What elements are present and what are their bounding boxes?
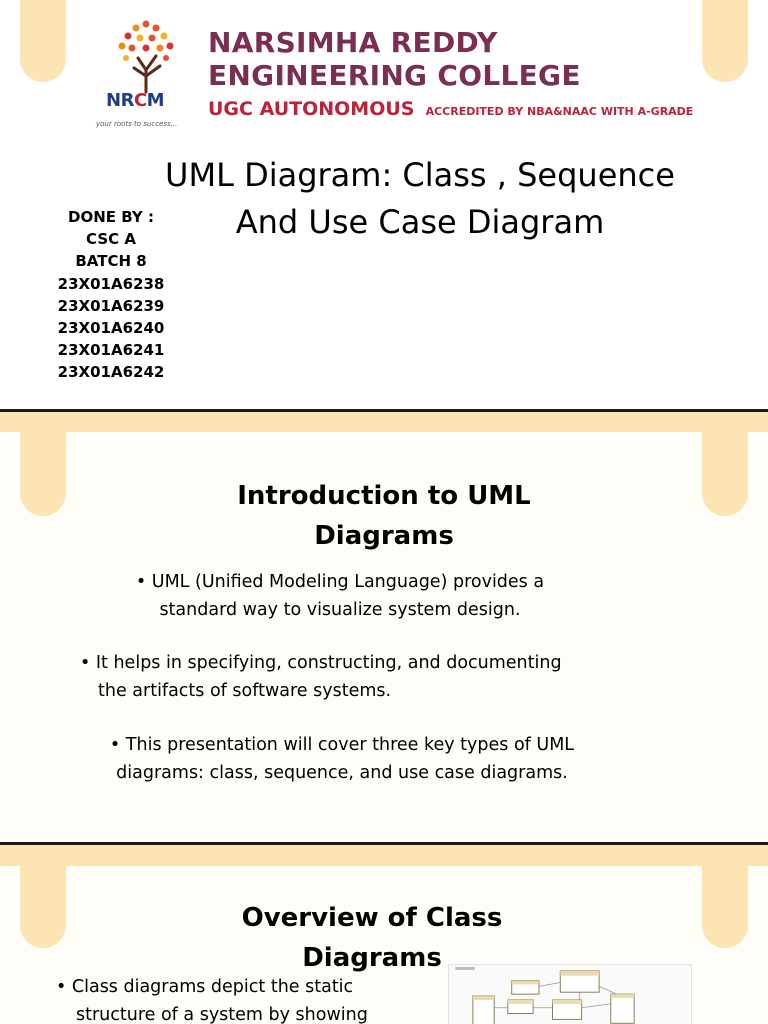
intro-slide [0, 432, 768, 842]
class-diagram-thumbnail [448, 964, 692, 1024]
accreditation-line [208, 98, 693, 120]
title-slide [0, 0, 768, 410]
bullet-point: • UML (Unified Modeling Language) provides a standard way to visualize system design. [135, 572, 545, 620]
nrcm-logo-text: NRCM [106, 90, 165, 111]
decorative-tab-right [702, 0, 748, 82]
slide-gap-band [0, 412, 768, 432]
college-name: NARSIMHA REDDY ENGINEERING COLLEGE [208, 26, 581, 92]
slide-gap-band [0, 845, 768, 866]
slide-title: Introduction to UML Diagrams [237, 481, 531, 551]
class-diagram-slide [0, 866, 768, 1024]
decorative-tab-left [20, 866, 66, 948]
college-header [92, 8, 694, 132]
slide-title: Overview of Class Diagrams [241, 903, 503, 973]
presentation-title: UML Diagram: Class , Sequence And Use Case Diagram [165, 156, 675, 241]
bullet-point: • This presentation will cover three key types of UML diagrams: class, sequence, and use case diagrams. [109, 735, 575, 783]
accreditation-label: ACCREDITED BY NBA&NAAC WITH A-GRADE [425, 105, 694, 118]
decorative-tab-right [702, 866, 748, 948]
decorative-tab-right [702, 432, 748, 516]
decorative-tab-left [20, 432, 66, 516]
team-credits: DONE BY : CSC A BATCH 8 23X01A6238 23X01A6239 23X01A6240 23X01A6241 23X01A6242 [57, 208, 165, 382]
ugc-autonomous-label: UGC AUTONOMOUS [208, 98, 415, 120]
bullet-point: • It helps in specifying, constructing, and documenting the artifacts of software systems. [80, 653, 562, 701]
bullet-point: • Class diagrams depict the static structure of a system by showing [56, 977, 368, 1024]
decorative-tab-left [20, 0, 66, 82]
logo-tagline: your roots to success... [96, 120, 178, 128]
